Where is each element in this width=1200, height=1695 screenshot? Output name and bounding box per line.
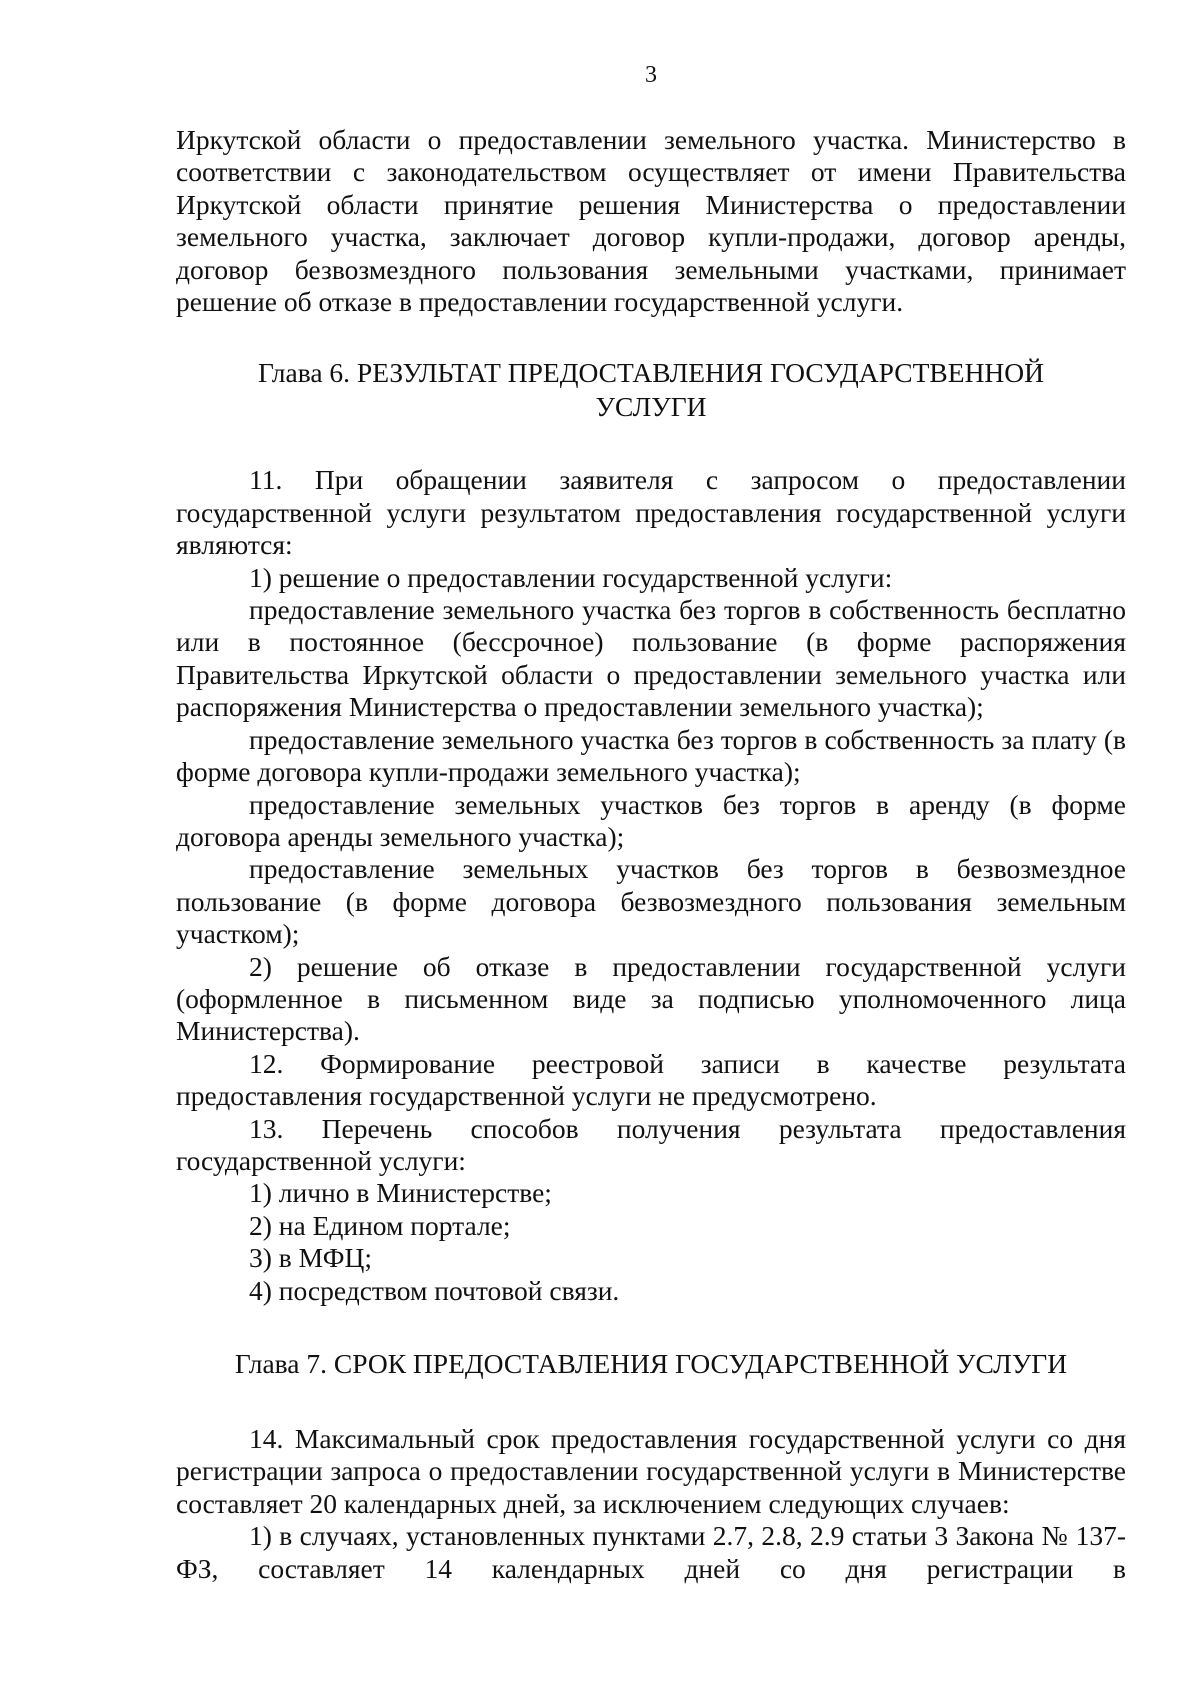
page-number: 3 (645, 62, 657, 88)
chapter-6-heading-line-1: Глава 6. РЕЗУЛЬТАТ ПРЕДОСТАВЛЕНИЯ ГОСУДАРСТВЕННОЙ (257, 357, 1045, 389)
intro-paragraph: Иркутской области о предоставлении земельного участка. Министерство в соответствии с законодательством осуществляет от имени Правительства Иркутской области принятие решения Министерства о предоставлении земельного участка, заключает договор купли-продажи, договор аренды, договор безвозмездного пользования земельными участками, принимает решение об отказе в предоставлении государственной услуги. (176, 124, 1126, 318)
paragraph-12: 12. Формирование реестровой записи в качестве результата предоставления государственной услуги не предусмотрено. (176, 1047, 1126, 1112)
paragraph-11-item-1-c: предоставление земельных участков без торгов в аренду (в форме договора аренды земельного участка); (176, 788, 1126, 852)
document-page (176, 60, 1126, 1585)
chapter-6-heading (176, 356, 1126, 424)
paragraph-11-item-1-b: предоставление земельного участка без торгов в собственность за плату (в форме договора купли-продажи земельного участка); (176, 723, 1126, 788)
chapter-7-heading (176, 1347, 1126, 1381)
paragraph-11-item-1: 1) решение о предоставлении государственной услуги: (249, 561, 893, 593)
chapter-7-heading-line: Глава 7. СРОК ПРЕДОСТАВЛЕНИЯ ГОСУДАРСТВЕННОЙ УСЛУГИ (234, 1348, 1068, 1379)
chapter-7-body (176, 1423, 1126, 1585)
paragraph-11-item-2: 2) решение об отказе в предоставлении государственной услуги (оформленное в письменном виде за подписью уполномоченного лица Министерства). (176, 950, 1126, 1047)
paragraph-13: 13. Перечень способов получения результата предоставления государственной услуги: (176, 1112, 1126, 1176)
paragraph-13-item-3: 3) в МФЦ; (249, 1242, 372, 1274)
paragraph-11: 11. При обращении заявителя с запросом о предоставлении государственной услуги результатом предоставления государственной услуги являются: (176, 464, 1126, 561)
chapter-6-heading-line-2: УСЛУГИ (595, 391, 707, 423)
paragraph-13-item-1: 1) лично в Министерстве; (249, 1177, 552, 1209)
paragraph-11-item-1-d: предоставление земельных участков без торгов в безвозмездное пользование (в форме договора безвозмездного пользования земельным участком); (176, 853, 1126, 950)
paragraph-14-item-1: 1) в случаях, установленных пунктами 2.7, 2.8, 2.9 статьи 3 Закона № 137-ФЗ, составляет 14 календарных дней со дня регистрации в (176, 1520, 1126, 1584)
paragraph-13-item-4: 4) посредством почтовой связи. (249, 1274, 620, 1306)
paragraph-14: 14. Максимальный срок предоставления государственной услуги со дня регистрации запроса о предоставлении государственной услуги в Министерстве составляет 20 календарных дней, за исключением следующих случаев: (176, 1423, 1126, 1519)
chapter-6-body (176, 464, 1126, 1307)
paragraph-11-item-1-a: предоставление земельного участка без торгов в собственность бесплатно или в постоянное (бессрочное) пользование (в форме распоряжения Правительства Иркутской области о предоставлении земельного участка или распоряжения Министерства о предоставлении земельного участка); (176, 594, 1126, 723)
paragraph-13-item-2: 2) на Едином портале; (249, 1209, 511, 1241)
